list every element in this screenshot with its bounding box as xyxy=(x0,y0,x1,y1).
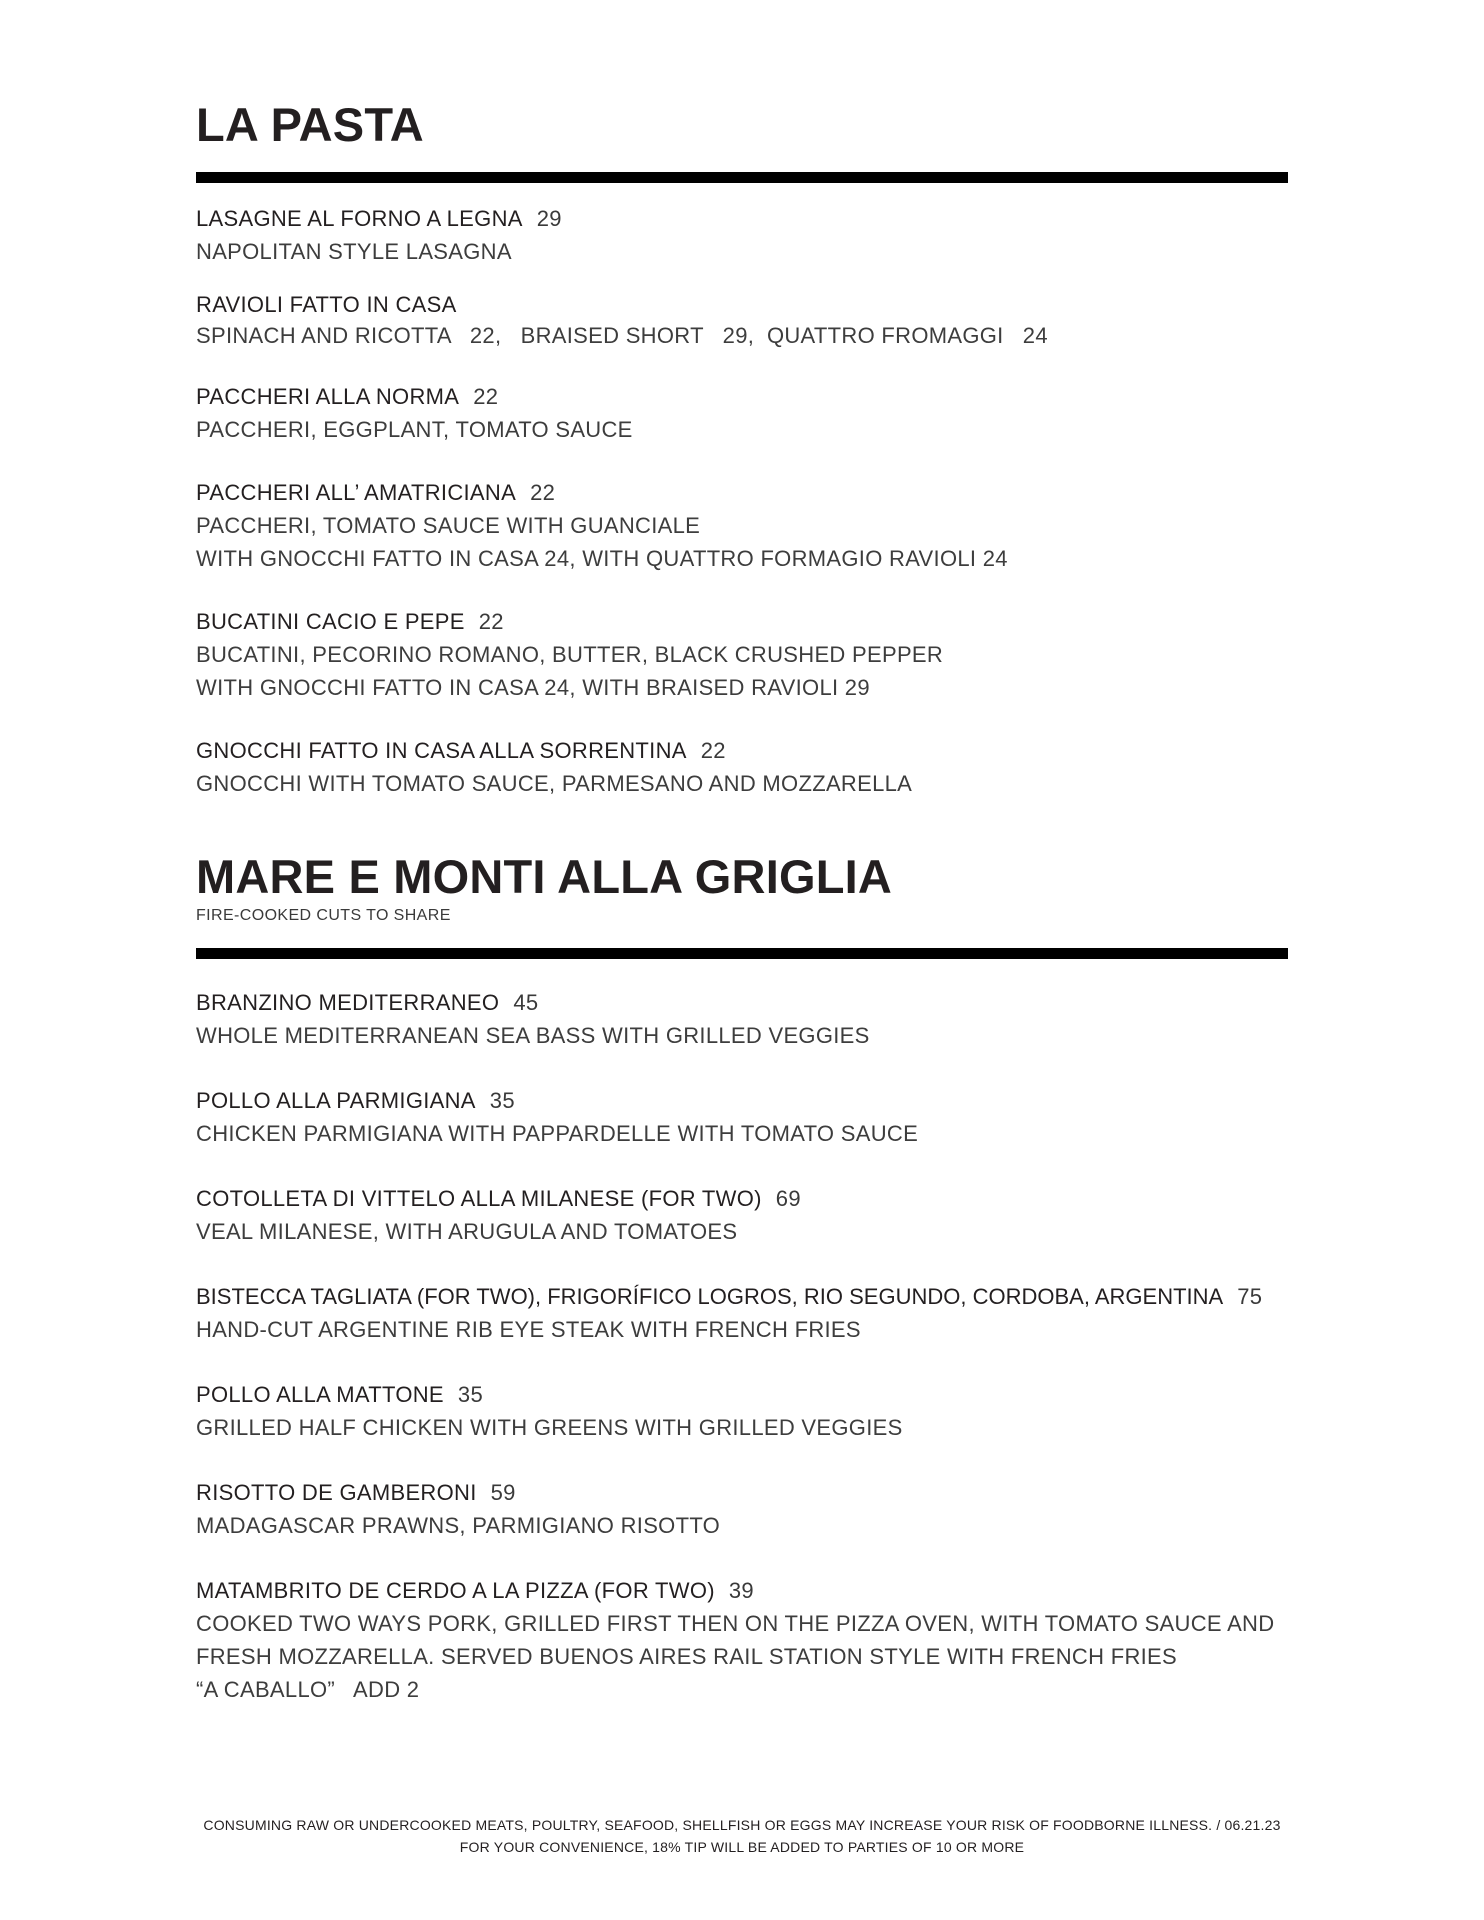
item-price: 29 xyxy=(536,206,562,231)
item-name: BISTECCA TAGLIATA (FOR TWO), FRIGORÍFICO LOGROS, RIO SEGUNDO, CORDOBA, ARGENTINA xyxy=(196,1284,1224,1309)
item-description: WHOLE MEDITERRANEAN SEA BASS WITH GRILLED VEGGIES xyxy=(196,1023,870,1048)
item-price: 75 xyxy=(1237,1284,1263,1309)
menu-item xyxy=(196,1574,1296,1706)
footer-line: FOR YOUR CONVENIENCE, 18% TIP WILL BE ADDED TO PARTIES OF 10 OR MORE xyxy=(459,1839,1025,1855)
item-name: COTOLLETA DI VITTELO ALLA MILANESE (FOR TWO) xyxy=(196,1186,762,1211)
item-price: 22 xyxy=(530,480,556,505)
section-la-pasta xyxy=(196,96,1296,800)
menu-item xyxy=(196,605,1296,704)
item-description: SPINACH AND RICOTTA 22, BRAISED SHORT 29, QUATTRO FROMAGGI 24 xyxy=(196,323,1048,348)
menu-item-list xyxy=(196,986,1296,1706)
section-title: MARE E MONTI ALLA GRIGLIA xyxy=(196,850,893,903)
footer-line: CONSUMING RAW OR UNDERCOOKED MEATS, POULTRY, SEAFOOD, SHELLFISH OR EGGS MAY INCREASE YOUR RISK OF FOODBORNE ILLNESS. / 06.21.23 xyxy=(203,1817,1281,1833)
menu-item xyxy=(196,1280,1296,1346)
item-price: 22 xyxy=(473,384,499,409)
item-description: CHICKEN PARMIGIANA WITH PAPPARDELLE WITH TOMATO SAUCE xyxy=(196,1121,919,1146)
item-description: WITH GNOCCHI FATTO IN CASA 24, WITH BRAISED RAVIOLI 29 xyxy=(196,675,870,700)
menu-item xyxy=(196,1378,1296,1444)
item-name: GNOCCHI FATTO IN CASA ALLA SORRENTINA xyxy=(196,738,687,763)
item-name: POLLO ALLA PARMIGIANA xyxy=(196,1088,476,1113)
item-name: RISOTTO DE GAMBERONI xyxy=(196,1480,477,1505)
footer-disclaimer xyxy=(0,1814,1484,1858)
section-mare-e-monti xyxy=(196,848,1296,1706)
item-description: WITH GNOCCHI FATTO IN CASA 24, WITH QUATTRO FORMAGIO RAVIOLI 24 xyxy=(196,546,1008,571)
menu-item xyxy=(196,1182,1296,1248)
item-price: 35 xyxy=(457,1382,483,1407)
section-subtitle: FIRE-COOKED CUTS TO SHARE xyxy=(196,907,451,924)
menu-item xyxy=(196,202,1296,268)
item-price: 59 xyxy=(490,1480,516,1505)
item-price: 22 xyxy=(700,738,726,763)
item-description: GRILLED HALF CHICKEN WITH GREENS WITH GRILLED VEGGIES xyxy=(196,1415,903,1440)
menu-item xyxy=(196,734,1296,800)
item-description: FRESH MOZZARELLA. SERVED BUENOS AIRES RAIL STATION STYLE WITH FRENCH FRIES xyxy=(196,1644,1177,1669)
item-name: RAVIOLI FATTO IN CASA xyxy=(196,292,457,317)
item-price: 22 xyxy=(478,609,504,634)
item-name: BRANZINO MEDITERRANEO xyxy=(196,990,500,1015)
item-price: 45 xyxy=(513,990,539,1015)
section-divider xyxy=(196,948,1288,959)
item-description: GNOCCHI WITH TOMATO SAUCE, PARMESANO AND MOZZARELLA xyxy=(196,771,913,796)
menu-item xyxy=(196,986,1296,1052)
item-description: NAPOLITAN STYLE LASAGNA xyxy=(196,239,512,264)
menu-item xyxy=(196,291,1296,352)
item-description: COOKED TWO WAYS PORK, GRILLED FIRST THEN ON THE PIZZA OVEN, WITH TOMATO SAUCE AND xyxy=(196,1611,1275,1636)
item-name: LASAGNE AL FORNO A LEGNA xyxy=(196,206,523,231)
menu-item xyxy=(196,380,1296,446)
item-name: PACCHERI ALLA NORMA xyxy=(196,384,460,409)
item-price: 69 xyxy=(775,1186,801,1211)
item-name: PACCHERI ALL’ AMATRICIANA xyxy=(196,480,517,505)
item-description: MADAGASCAR PRAWNS, PARMIGIANO RISOTTO xyxy=(196,1513,721,1538)
menu-item xyxy=(196,1084,1296,1150)
section-divider xyxy=(196,172,1288,183)
item-description: HAND-CUT ARGENTINE RIB EYE STEAK WITH FRENCH FRIES xyxy=(196,1317,861,1342)
item-price: 35 xyxy=(489,1088,515,1113)
item-name: MATAMBRITO DE CERDO A LA PIZZA (FOR TWO) xyxy=(196,1578,715,1603)
section-title: LA PASTA xyxy=(196,98,424,151)
menu-item xyxy=(196,1476,1296,1542)
item-price: 39 xyxy=(728,1578,754,1603)
item-description: “A CABALLO” ADD 2 xyxy=(196,1677,420,1702)
item-description: VEAL MILANESE, WITH ARUGULA AND TOMATOES xyxy=(196,1219,738,1244)
item-description: PACCHERI, TOMATO SAUCE WITH GUANCIALE xyxy=(196,513,701,538)
item-name: POLLO ALLA MATTONE xyxy=(196,1382,444,1407)
item-description: PACCHERI, EGGPLANT, TOMATO SAUCE xyxy=(196,417,633,442)
menu-content xyxy=(196,96,1296,1706)
menu-item-list xyxy=(196,202,1296,800)
menu-item xyxy=(196,476,1296,575)
item-description: BUCATINI, PECORINO ROMANO, BUTTER, BLACK CRUSHED PEPPER xyxy=(196,642,944,667)
item-name: BUCATINI CACIO E PEPE xyxy=(196,609,465,634)
